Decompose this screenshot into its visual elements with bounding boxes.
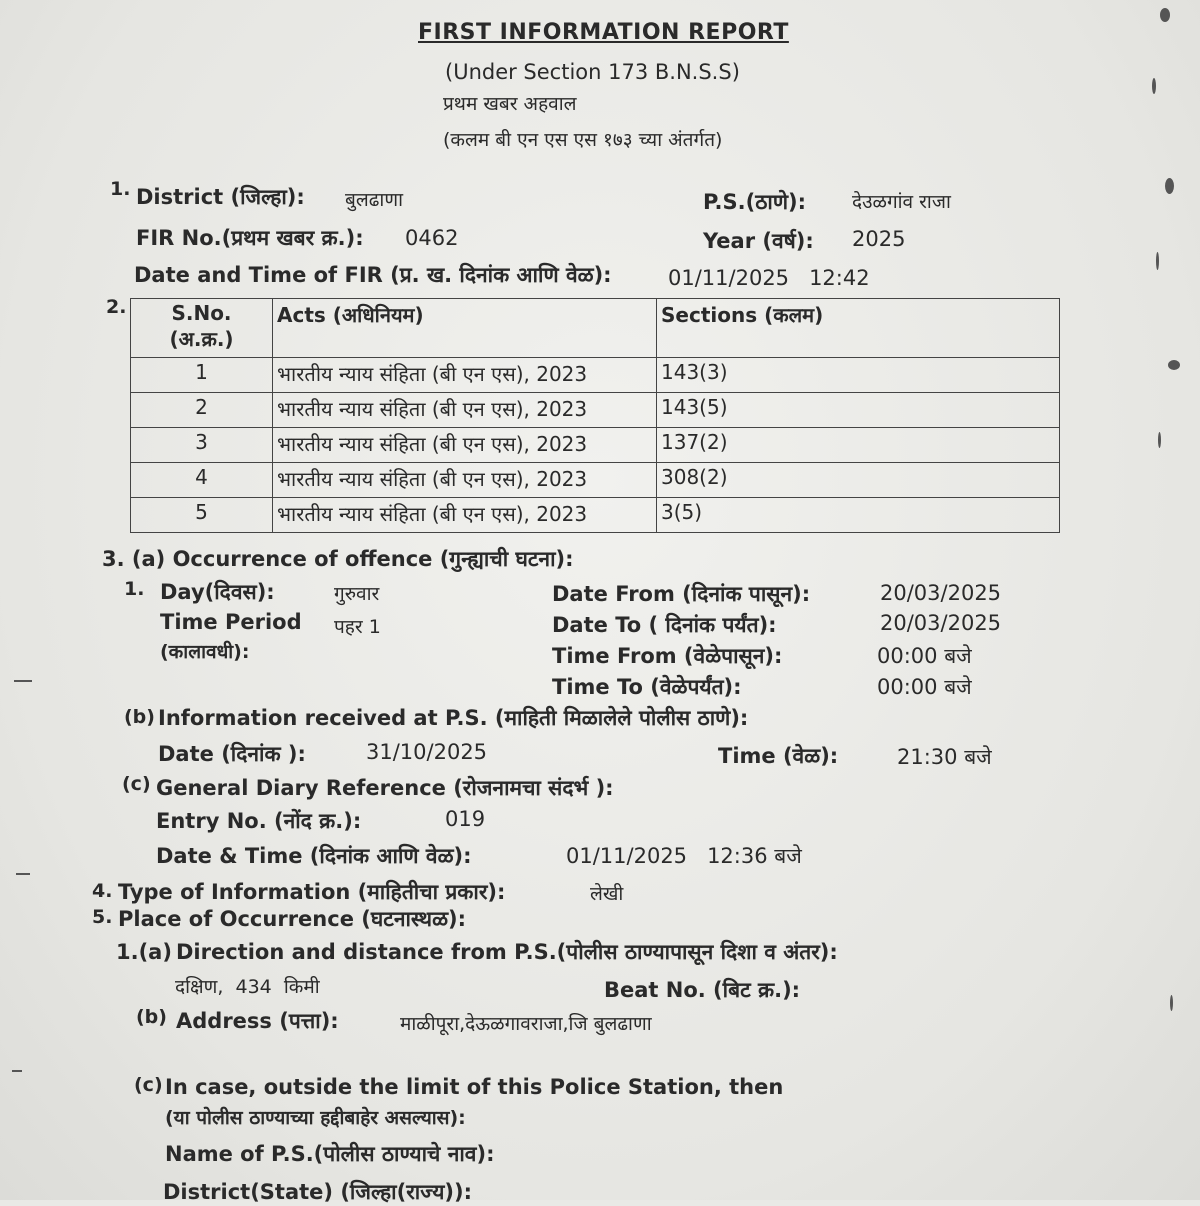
scan-speck: [12, 1070, 22, 1072]
sno-header: [131, 299, 273, 358]
direction-prefix: 1.(a): [116, 940, 172, 964]
info-date-value: 31/10/2025: [366, 740, 488, 764]
diary-datetime-value: 01/11/2025 12:36 बजे: [566, 844, 802, 868]
info-received-prefix: (b): [124, 706, 155, 728]
item-5-number: 5.: [92, 906, 113, 928]
info-time-label: Time (वेळ):: [718, 744, 839, 768]
address-label: Address (पत्ता):: [176, 1009, 339, 1033]
row-section: 3(5): [657, 498, 1060, 533]
outside-limit-prefix: (c): [134, 1074, 163, 1096]
row-act: भारतीय न्याय संहिता (बी एन एस), 2023: [273, 463, 657, 498]
police-station-label: P.S.(ठाणे):: [703, 190, 807, 214]
information-type-value: लेखी: [590, 883, 624, 905]
scan-speck: [1152, 78, 1156, 94]
day-value: गुरुवार: [334, 583, 380, 605]
scan-speck: [1156, 252, 1159, 270]
section-reference-en: (Under Section 173 B.N.S.S): [445, 60, 740, 84]
ps-name-label: Name of P.S.(पोलीस ठाण्याचे नाव):: [165, 1142, 495, 1166]
row-sno: 1: [131, 358, 273, 393]
date-from-value: 20/03/2025: [880, 581, 1002, 605]
table-row: [131, 428, 1060, 463]
table-row: [131, 463, 1060, 498]
row-section: 143(3): [657, 358, 1060, 393]
direction-distance-value: दक्षिण, 434 किमी: [175, 976, 320, 998]
place-of-occurrence-label: Place of Occurrence (घटनास्थळ):: [118, 907, 467, 931]
row-sno: 2: [131, 393, 273, 428]
row-section: 143(5): [657, 393, 1060, 428]
sno-header-en: S.No.: [171, 301, 232, 325]
district-value: बुलढाणा: [345, 189, 404, 211]
entry-number-label: Entry No. (नोंद क्र.):: [156, 809, 362, 833]
row-sno: 3: [131, 428, 273, 463]
information-type-label: Type of Information (माहितीचा प्रकार):: [118, 880, 506, 904]
scan-speck: [14, 680, 32, 682]
item-4-number: 4.: [92, 880, 113, 902]
direction-distance-label: Direction and distance from P.S.(पोलीस ठाण्यापासून दिशा व अंतर):: [176, 940, 838, 964]
outside-limit-label-mr: (या पोलीस ठाण्याच्या हद्दीबाहेर असल्यास):: [165, 1107, 466, 1129]
occurrence-label: 3. (a) Occurrence of offence (गुन्ह्याची घटना):: [102, 547, 574, 571]
year-label: Year (वर्ष):: [703, 229, 814, 253]
row-section: 308(2): [657, 463, 1060, 498]
fir-number-value: 0462: [405, 226, 459, 250]
police-station-value: देउळगांव राजा: [852, 191, 951, 213]
beat-number-label: Beat No. (बिट क्र.):: [604, 978, 801, 1002]
diary-reference-prefix: (c): [122, 773, 151, 795]
fir-number-label: FIR No.(प्रथम खबर क्र.):: [136, 226, 364, 250]
acts-sections-table: [130, 298, 1060, 533]
entry-number-value: 019: [445, 807, 486, 831]
acts-header: Acts (अधिनियम): [273, 299, 657, 358]
date-to-label: Date To ( दिनांक पर्यंत):: [552, 613, 777, 637]
fir-datetime-label: Date and Time of FIR (प्र. ख. दिनांक आणि वेळ):: [134, 263, 612, 287]
scan-speck: [16, 873, 30, 875]
scan-speck: [1158, 432, 1161, 448]
row-act: भारतीय न्याय संहिता (बी एन एस), 2023: [273, 393, 657, 428]
info-date-label: Date (दिनांक ):: [158, 742, 306, 766]
scan-speck: [1165, 178, 1174, 194]
time-to-value: 00:00 बजे: [877, 675, 972, 699]
row-act: भारतीय न्याय संहिता (बी एन एस), 2023: [273, 498, 657, 533]
time-to-label: Time To (वेळेपर्यंत):: [552, 675, 742, 699]
time-period-label-mr: (कालावधी):: [160, 641, 250, 663]
time-from-label: Time From (वेळेपासून):: [552, 644, 783, 668]
time-period-value: पहर 1: [334, 616, 381, 638]
table-row: [131, 393, 1060, 428]
address-prefix: (b): [136, 1006, 167, 1028]
row-sno: 4: [131, 463, 273, 498]
time-from-value: 00:00 बजे: [877, 644, 972, 668]
row-section: 137(2): [657, 428, 1060, 463]
fir-datetime-value: 01/11/2025 12:42: [668, 266, 870, 290]
row-act: भारतीय न्याय संहिता (बी एन एस), 2023: [273, 358, 657, 393]
item-1-number: 1.: [110, 178, 131, 200]
diary-datetime-label: Date & Time (दिनांक आणि वेळ):: [156, 844, 472, 868]
item-2-number: 2.: [106, 296, 127, 318]
table-row: [131, 498, 1060, 533]
date-to-value: 20/03/2025: [880, 611, 1002, 635]
info-received-label: Information received at P.S. (माहिती मिळालेले पोलीस ठाणे):: [158, 706, 749, 730]
date-from-label: Date From (दिनांक पासून):: [552, 582, 811, 606]
address-value: माळीपूरा,देऊळगावराजा,जि बुलढाणा: [400, 1013, 652, 1035]
district-state-label: District(State) (जिल्हा(राज्य)):: [163, 1180, 473, 1204]
district-label: District (जिल्हा):: [136, 185, 305, 209]
year-value: 2025: [852, 227, 906, 251]
scan-speck: [1170, 995, 1173, 1011]
report-title: FIRST INFORMATION REPORT: [418, 20, 789, 45]
diary-reference-label: General Diary Reference (रोजनामचा संदर्भ ):: [156, 776, 614, 800]
sno-header-mr: (अ.क्र.): [169, 327, 234, 351]
table-row: [131, 358, 1060, 393]
row-sno: 5: [131, 498, 273, 533]
outside-limit-label: In case, outside the limit of this Police Station, then: [165, 1075, 784, 1099]
section-reference-mr: (कलम बी एन एस एस १७३ च्या अंतर्गत): [443, 129, 723, 151]
time-period-label: Time Period: [160, 610, 302, 634]
day-label: Day(दिवस):: [160, 580, 275, 604]
report-title-mr: प्रथम खबर अहवाल: [443, 93, 577, 115]
sections-header: Sections (कलम): [657, 299, 1060, 358]
scan-speck: [1160, 8, 1170, 22]
table-header-row: [131, 299, 1060, 358]
info-time-value: 21:30 बजे: [897, 745, 992, 769]
scan-speck: [1168, 360, 1180, 370]
row-act: भारतीय न्याय संहिता (बी एन एस), 2023: [273, 428, 657, 463]
day-number: 1.: [124, 578, 145, 600]
